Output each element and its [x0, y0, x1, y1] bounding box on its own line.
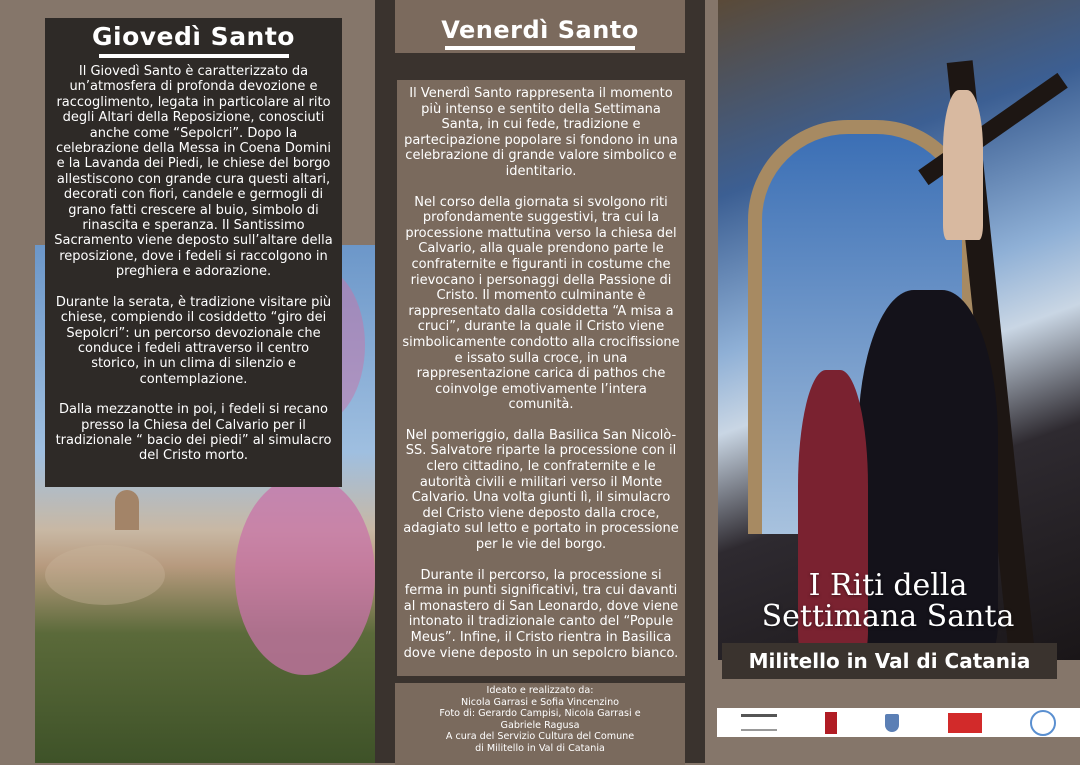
- paragraph: Nel corso della giornata si svolgono riti profondamente suggestivi, tra cui la processione mattutina verso la chiesa del Calvario, alla quale prendono parte le confraternite e figuranti in costume che rievocano i personaggi della Passione di Cristo. Il momento culminante è rappresentato dalla cosiddetta “A misa a cruci”, durante la quale il Cristo viene simbolicamente condotto alla crocifissione e issato sulla croce, in una rappresentazione carica di pathos che coinvolge emotivamente l’intera comunità.: [402, 194, 680, 413]
- credits-box: [395, 683, 685, 765]
- logos-strip: [717, 708, 1080, 737]
- cover-title-line: Settimana Santa: [761, 599, 1015, 634]
- credits-line: Ideato e realizzato da:: [486, 685, 594, 696]
- unesco-logo-icon: [741, 714, 777, 731]
- servizio-civile-logo-icon: [1030, 710, 1056, 736]
- borghi-logo-icon: [948, 713, 982, 733]
- venerdi-santo-title: Venerdì Santo: [441, 16, 639, 44]
- paragraph: Durante il percorso, la processione si ferma in punti significativi, tra cui davanti al monastero di San Leonardo, dove viene intonato il tradizionale canto del “Popule Meus”. Infine, il Cristo rientra in Basilica dove viene deposto in un sepolcro bianco.: [403, 567, 679, 661]
- paragraph: Il Venerdì Santo rappresenta il momento più intenso e sentito della Settimana Santa, in cui fede, tradizione e partecipazione popolare si fondono in una celebrazione di grande valore simbolico e identitario.: [404, 86, 678, 179]
- paragraph: Il Giovedì Santo è caratterizzato da un’atmosfera di profonda devozione e raccoglimento, legata in particolare al rito degli Altari della Reposizione, conosciuti anche come “Sepolcri”. Dopo la celebrazione della Messa in Coena Domini e la Lavanda dei Piedi, le chiese del borgo allestiscono con grande cura questi altari, decorati con fiori, candele e germogli di grano fatti crescere al buio, simbolo di rinascita e speranza. Il Santissimo Sacramento viene deposto sull’altare della reposizione, dove i fedeli si raccolgono in preghiera e adorazione.: [54, 64, 333, 280]
- municipal-crest-logo-icon: [885, 714, 899, 732]
- venerdi-santo-panel: [397, 80, 685, 676]
- giovedi-santo-panel: [45, 18, 342, 487]
- credits-line: Nicola Garrasi e Sofia Vincenzino: [460, 696, 620, 708]
- town-name-band: Militello in Val di Catania: [722, 643, 1057, 679]
- title-underline: [99, 54, 289, 58]
- credits-line: A cura del Servizio Cultura del Comune di Militello in Val di Catania: [445, 731, 635, 754]
- paragraph: Nel pomeriggio, dalla Basilica San Nicolò-SS. Salvatore riparte la processione con il clero cittadino, le confraternite e le autorità civili e militari verso il Monte Calvario. Una volta giunti lì, il simulacro del Cristo viene deposto dalla croce, adagiato sul letto e portato in processione per le vie del borgo.: [403, 427, 679, 553]
- title-underline: [445, 46, 635, 50]
- credits-line: Foto di: Gerardo Campisi, Nicola Garrasi e Gabriele Ragusa: [439, 708, 641, 731]
- paragraph: Durante la serata, è tradizione visitare più chiese, compiendo il cosiddetto “giro dei Sepolcri”: un percorso devozionale che conduce i fedeli attraverso il centro storico, in un clima di silenzio e contemplazione.: [55, 294, 332, 387]
- venerdi-santo-header: [395, 0, 685, 53]
- cover-title: [718, 570, 1058, 632]
- giovedi-santo-title: Giovedì Santo: [92, 22, 295, 51]
- crucifixion-statues-photo: [718, 0, 1080, 660]
- cover-title-line: I Riti della: [808, 568, 968, 603]
- paragraph: Dalla mezzanotte in poi, i fedeli si recano presso la Chiesa del Calvario per il tradizionale “ bacio dei piedi” al simulacro del Cristo morto.: [55, 402, 332, 464]
- red-tower-logo-icon: [825, 712, 837, 734]
